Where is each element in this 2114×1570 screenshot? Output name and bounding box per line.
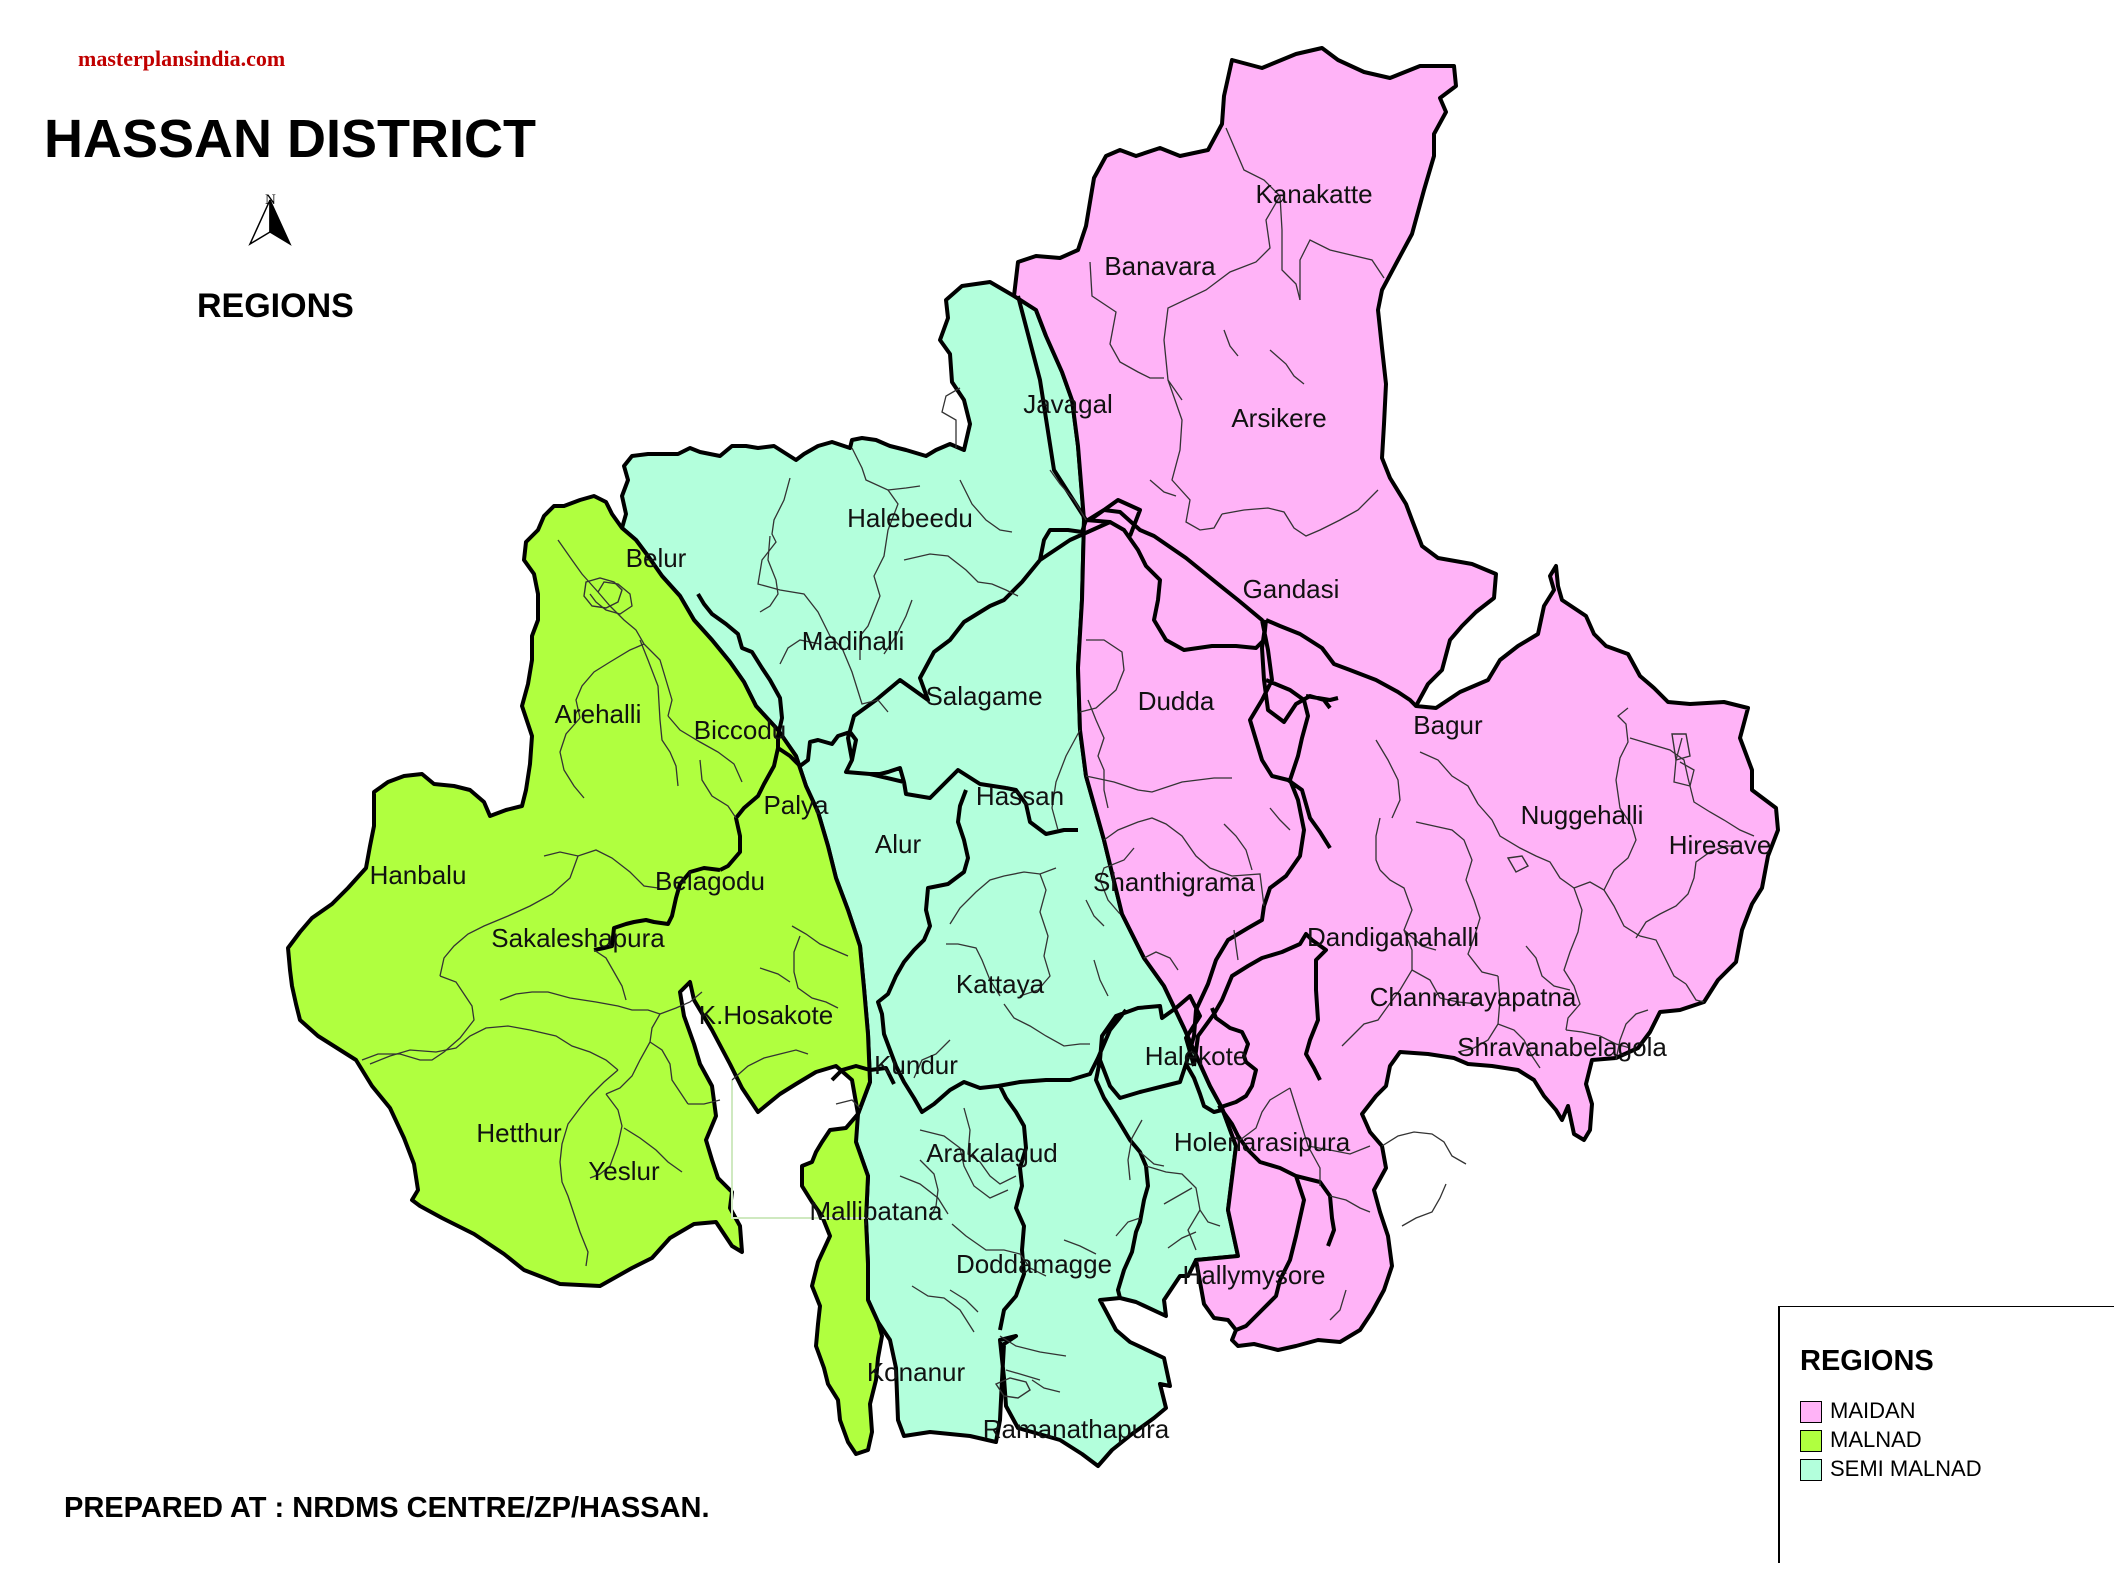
credit-text: PREPARED AT : NRDMS CENTRE/ZP/HASSAN. — [64, 1492, 710, 1524]
legend-item-malnad — [1800, 1428, 1922, 1454]
label-javagal: Javagal — [1023, 389, 1113, 419]
legend-label-malnad: MALNAD — [1830, 1427, 1922, 1452]
label-hetthur: Hetthur — [476, 1118, 562, 1148]
label-kanakatte: Kanakatte — [1255, 179, 1373, 209]
legend-label-maidan: MAIDAN — [1830, 1398, 1916, 1423]
label-halebeedu: Halebeedu — [847, 503, 973, 533]
swatch-malnad — [1800, 1430, 1822, 1452]
label-doddamagge: Doddamagge — [955, 1249, 1113, 1279]
label-holenarasipura: Holenarasipura — [1173, 1127, 1351, 1157]
label-salagame: Salagame — [925, 681, 1043, 711]
label-shanthigrama: Shanthigrama — [1093, 867, 1255, 897]
label-halekote: Halekote — [1144, 1041, 1248, 1071]
label-hiresave: Hiresave — [1668, 830, 1772, 860]
label-alur: Alur — [874, 829, 922, 859]
label-yeslur: Yeslur — [588, 1156, 660, 1186]
legend-title: REGIONS — [1800, 1345, 1934, 1377]
label-biccodu: Biccodu — [693, 715, 787, 745]
swatch-semi-malnad — [1800, 1459, 1822, 1481]
label-arsikere: Arsikere — [1231, 403, 1327, 433]
legend-item-maidan — [1800, 1399, 1916, 1425]
label-belagodu: Belagodu — [655, 866, 765, 896]
label-k-hosakote: K.Hosakote — [698, 1000, 834, 1030]
label-dudda: Dudda — [1137, 686, 1215, 716]
legend-item-semi-malnad — [1800, 1457, 1982, 1483]
label-hallymysore: Hallymysore — [1182, 1260, 1326, 1290]
site-watermark: masterplansindia.com — [78, 46, 286, 71]
label-sakaleshapura: Sakaleshapura — [491, 923, 665, 953]
label-banavara: Banavara — [1104, 251, 1216, 281]
label-gandasi: Gandasi — [1242, 574, 1340, 604]
north-label: N — [265, 192, 276, 208]
label-mallipatana: Mallipatana — [809, 1196, 943, 1226]
label-kattaya: Kattaya — [955, 969, 1045, 999]
label-bagur: Bagur — [1413, 710, 1483, 740]
label-dandiganahalli: Dandiganahalli — [1306, 922, 1480, 952]
swatch-maidan — [1800, 1401, 1822, 1423]
legend-label-semi-malnad: SEMI MALNAD — [1830, 1456, 1982, 1481]
label-kundur: Kundur — [874, 1050, 958, 1080]
legend — [1778, 1306, 2114, 1563]
label-hanbalu: Hanbalu — [369, 860, 467, 890]
label-hassan: Hassan — [975, 781, 1065, 811]
map-title: HASSAN DISTRICT — [44, 109, 537, 169]
label-belur: Belur — [625, 543, 687, 573]
label-madihalli: Madihalli — [801, 626, 905, 656]
label-konanur: Konanur — [866, 1357, 966, 1387]
map-subtitle: REGIONS — [197, 287, 354, 325]
label-palya: Palya — [763, 790, 829, 820]
label-shravanabelagola: Shravanabelagola — [1457, 1032, 1667, 1062]
label-ramanathapura: Ramanathapura — [982, 1414, 1170, 1444]
label-arehalli: Arehalli — [554, 699, 642, 729]
label-arakalagud: Arakalagud — [926, 1138, 1058, 1168]
label-nuggehalli: Nuggehalli — [1520, 800, 1644, 830]
label-channarayapatna: Channarayapatna — [1369, 982, 1577, 1012]
